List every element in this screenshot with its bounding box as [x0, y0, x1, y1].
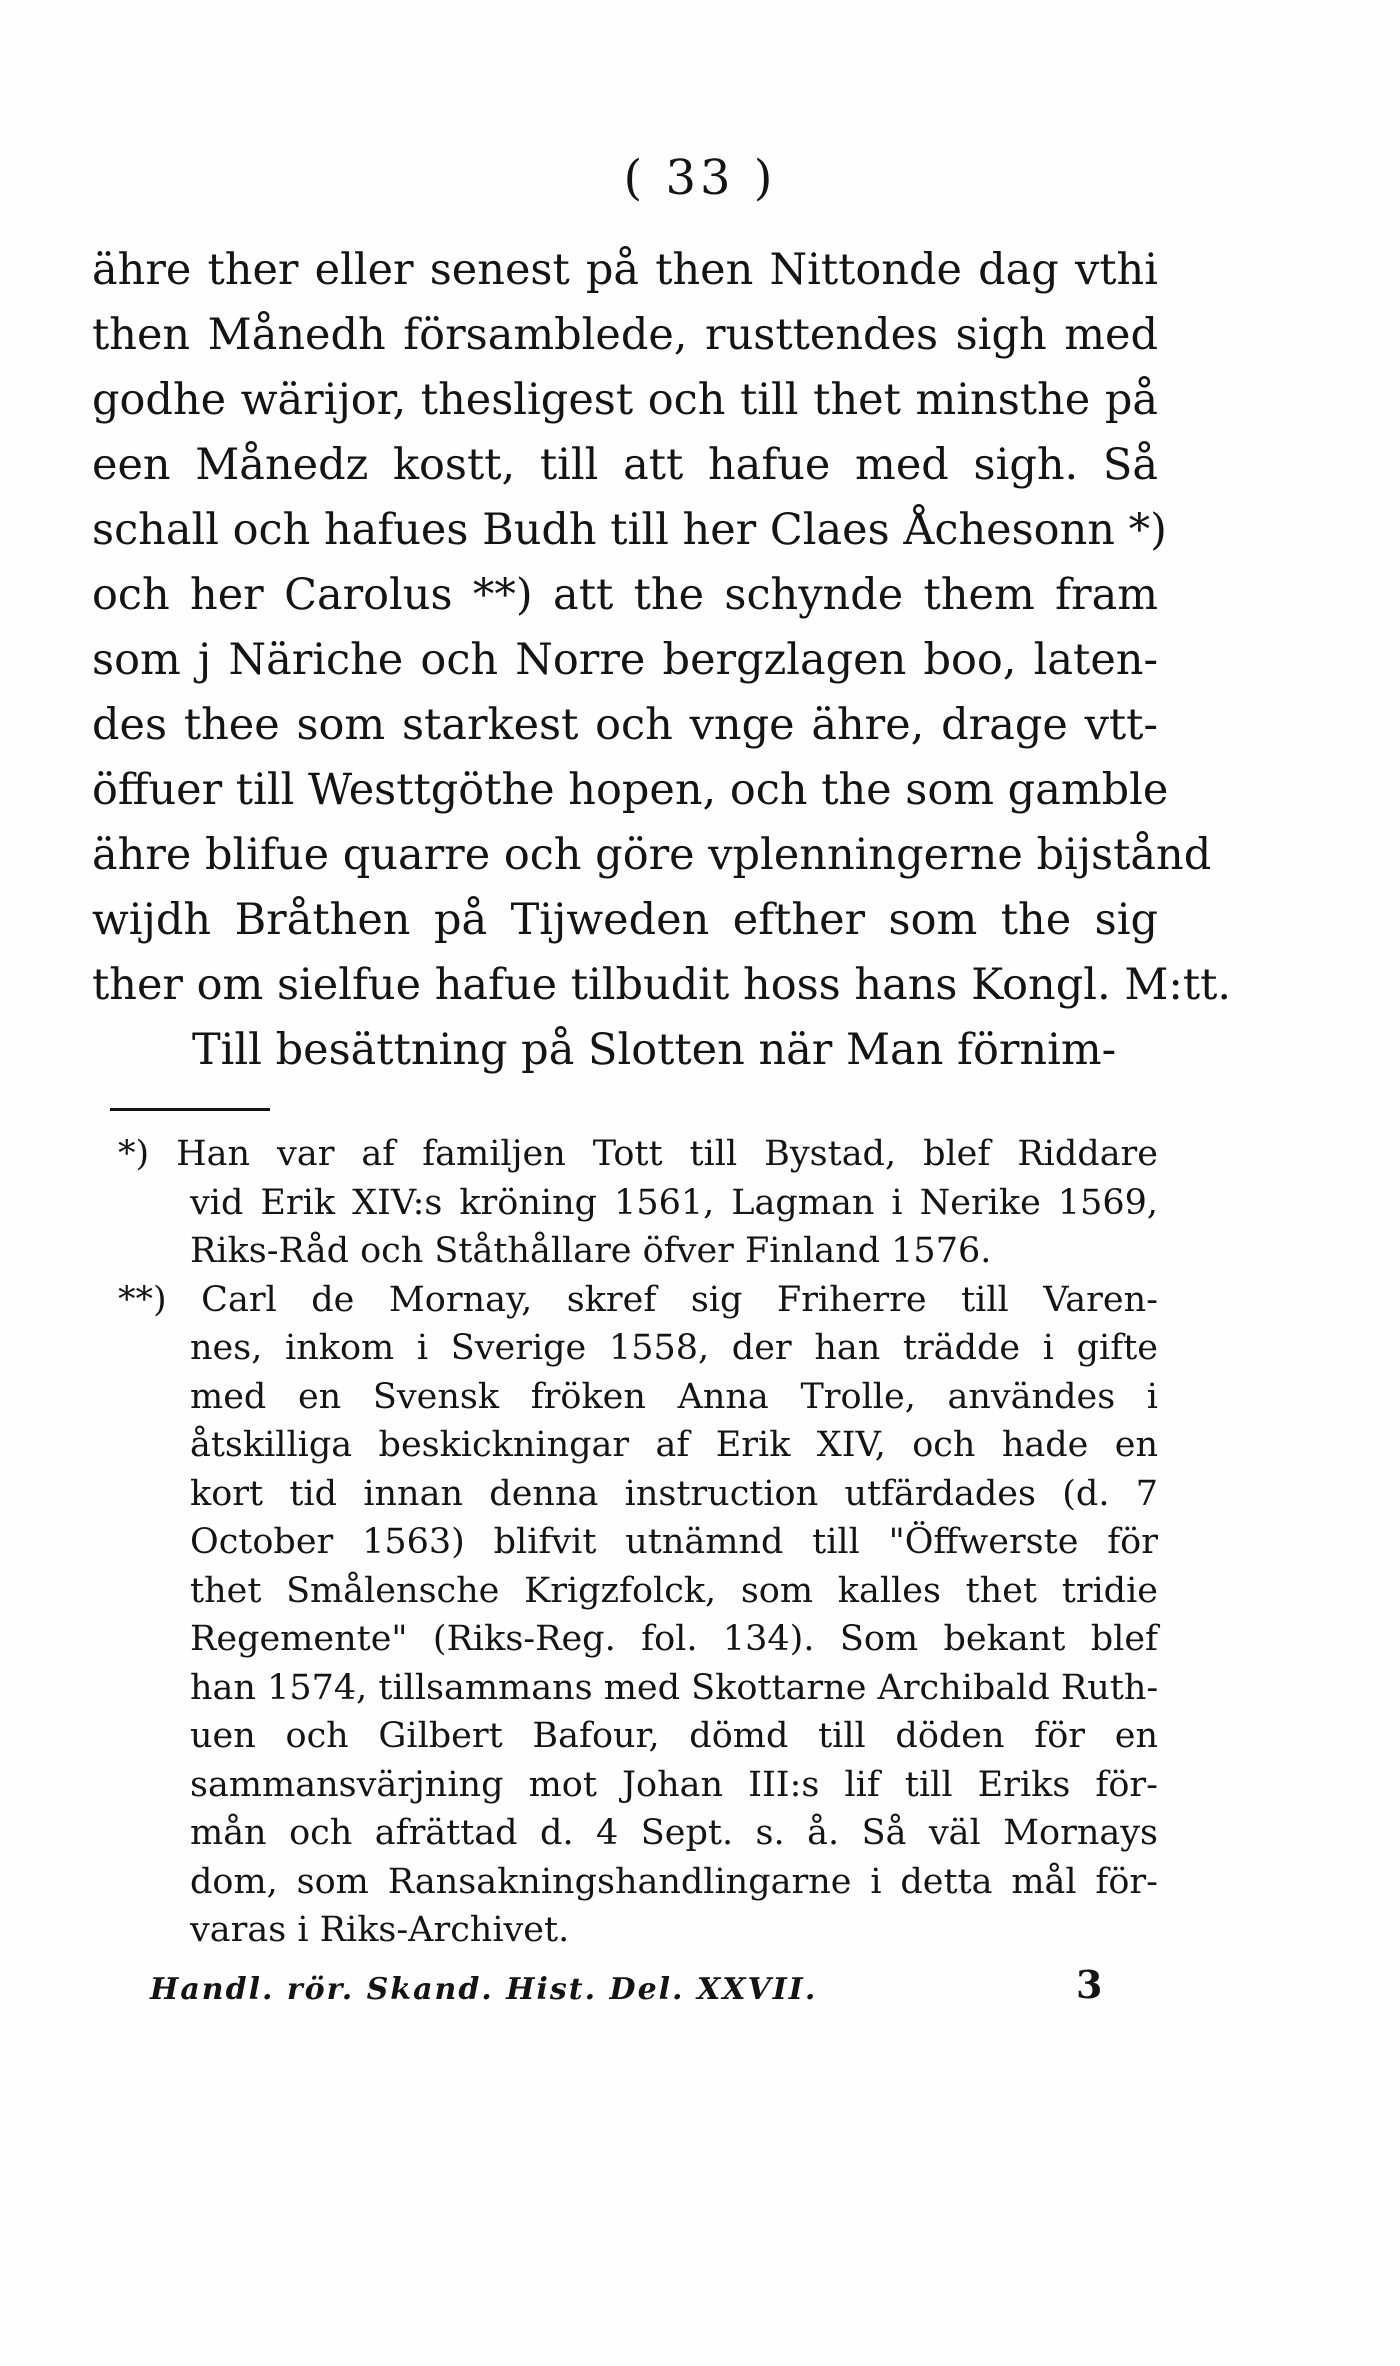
footnote-line: kort tid innan denna instruction utfärdades (d. 7	[190, 1473, 1158, 1514]
footnote-line: nes, inkom i Sverige 1558, der han trädde i gifte	[190, 1328, 1158, 1368]
footnote-line: dom, som Ransakningshandlingarne i detta mål för-	[190, 1861, 1158, 1902]
footnote-line: **) Carl de Mornay, skref sig Friherre till Varen-	[118, 1279, 1158, 1320]
signature-line: Handl. rör. Skand. Hist. Del. XXVII.	[150, 1972, 818, 2007]
text-line: och her Carolus **) att the schynde them fram	[92, 570, 1158, 620]
footnote-line: mån och afrättad d. 4 Sept. s. å. Så väl Mornays	[190, 1813, 1158, 1853]
text-line: ähre ther eller senest på then Nittonde dag vthi	[92, 245, 1158, 295]
text-line: wijdh Bråthen på Tijweden efther som the sig	[92, 895, 1158, 945]
main-text	[92, 238, 1232, 1083]
footnote-line: åtskilliga beskickningar af Erik XIV, och hade en	[190, 1425, 1158, 1465]
text-line: som j Näriche och Norre bergzlagen boo, laten-	[92, 635, 1158, 685]
footnote-line: Riks-Råd och Ståthållare öfver Finland 1576.	[190, 1231, 992, 1271]
footnotes	[108, 1130, 1158, 1955]
signature-number: 3	[1076, 1962, 1103, 2007]
text-line: godhe wärijor, thesligest och till thet minsthe på	[92, 375, 1158, 425]
text-line: Till besättning på Slotten när Man förnim-	[192, 1025, 1117, 1075]
footnote-line: thet Smålensche Krigzfolck, som kalles thet tridie	[190, 1570, 1158, 1611]
text-line: öffuer till Westtgöthe hopen, och the som gamble	[92, 765, 1169, 815]
footnote-line: sammansvärjning mot Johan III:s lif till Eriks för-	[190, 1764, 1158, 1805]
page-header: ( 33 )	[623, 150, 777, 206]
footnote-line: varas i Riks-Archivet.	[190, 1910, 570, 1950]
text-line: des thee som starkest och vnge ähre, drage vtt-	[92, 700, 1158, 750]
footnote-line: Regemente" (Riks-Reg. fol. 134). Som bekant blef	[190, 1619, 1158, 1659]
footnote-line: *) Han var af familjen Tott till Bystad, blef Riddare	[118, 1134, 1158, 1174]
footnote-line: October 1563) blifvit utnämnd till "Öffwerste för	[190, 1522, 1158, 1562]
text-line: ähre blifue quarre och göre vplenningerne bijstånd	[92, 830, 1212, 880]
text-line: schall och hafues Budh till her Claes Åchesonn *)	[92, 505, 1167, 555]
footnote-line: vid Erik XIV:s kröning 1561, Lagman i Nerike 1569,	[190, 1182, 1158, 1223]
footnote-line: han 1574, tillsammans med Skottarne Archibald Ruth-	[190, 1667, 1159, 1708]
footnote-line: uen och Gilbert Bafour, dömd till döden för en	[190, 1716, 1158, 1756]
footnote-separator	[110, 1108, 270, 1111]
text-line: then Månedh församblede, rusttendes sigh med	[92, 310, 1158, 360]
text-line: een Månedz kostt, till att hafue med sigh. Så	[92, 440, 1158, 490]
text-line: ther om sielfue hafue tilbudit hoss hans Kongl. M:tt.	[92, 960, 1232, 1010]
footnote-line: med en Svensk fröken Anna Trolle, användes i	[190, 1376, 1158, 1417]
